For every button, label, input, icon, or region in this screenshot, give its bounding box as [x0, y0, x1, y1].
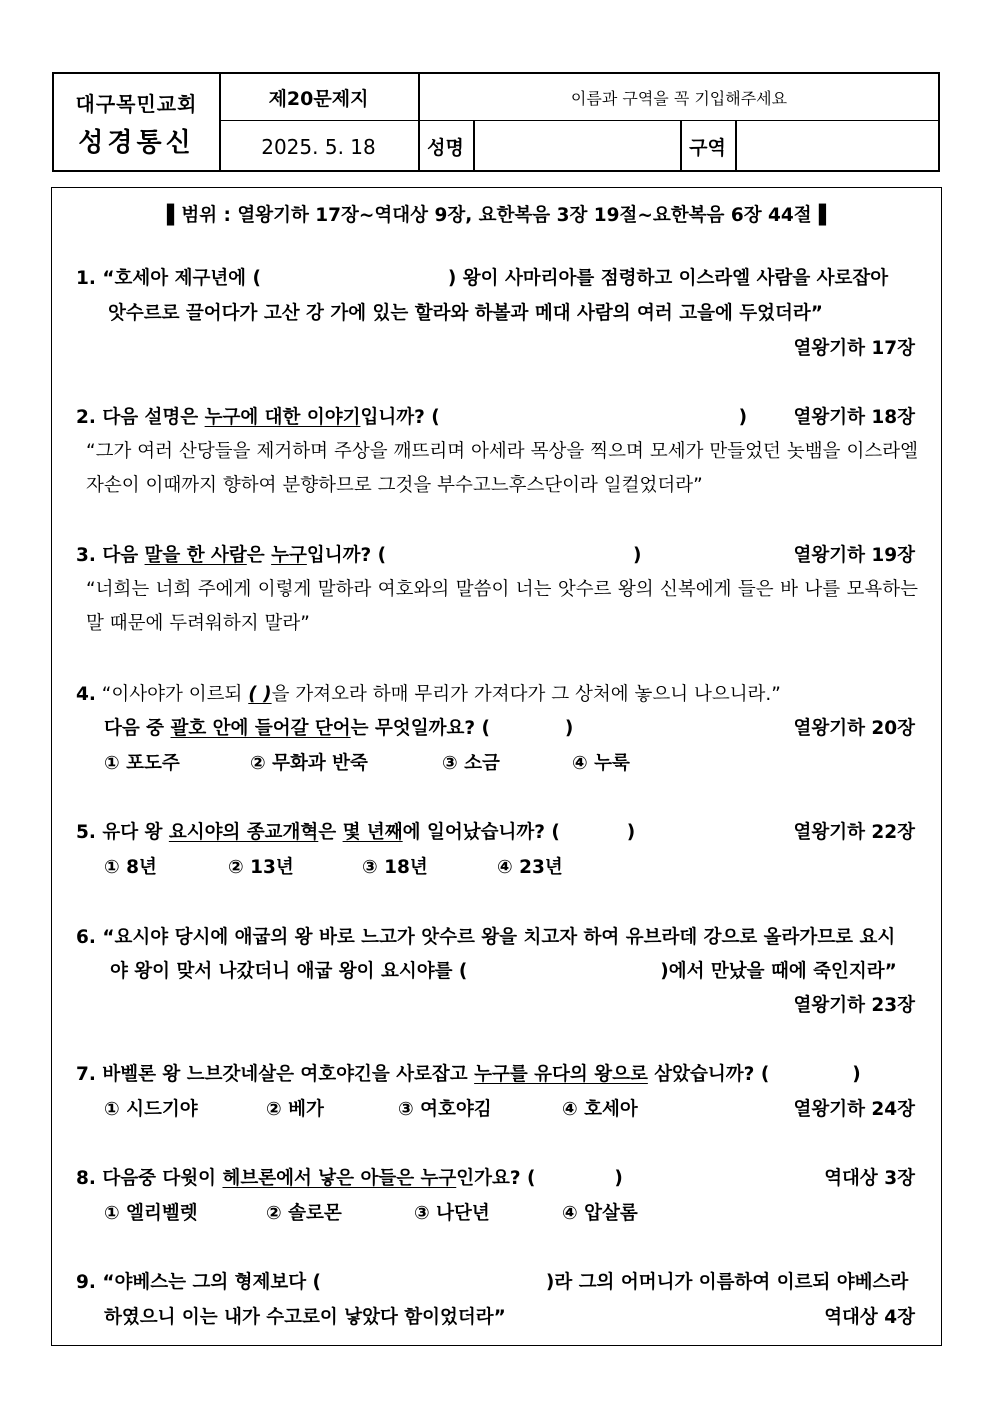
question-5-reference: 열왕기하 22장 [793, 822, 915, 843]
question-2-reference: 열왕기하 18장 [793, 407, 915, 428]
header-table [52, 72, 940, 172]
question-9-line-2: 하였으니 이는 내가 수고로이 낳았다 함이었더라” [104, 1307, 506, 1328]
question-9-line-1: 9. “야베스는 그의 형제보다 ( )라 그의 어머니가 이름하여 이르되 야베스라 [76, 1272, 909, 1293]
district-label: 구역 [689, 137, 726, 159]
question-4-option-2[interactable]: ② 무화과 반죽 [250, 753, 368, 774]
question-1-line-2: 앗수르로 끌어다가 고산 강 가에 있는 할라와 하볼과 메대 사람의 여러 고을에 두었더라” [108, 303, 823, 324]
question-1-line-1: 1. “호세아 제구년에 ( ) 왕이 사마리아를 점령하고 이스라엘 사람을 사로잡아 [76, 268, 889, 289]
question-6-line-1: 6. “요시야 당시에 애굽의 왕 바로 느고가 앗수르 왕을 치고자 하여 유브라데 강으로 올라가므로 요시 [76, 927, 896, 948]
question-4-option-4[interactable]: ④ 누룩 [572, 753, 630, 774]
question-5-option-3[interactable]: ③ 18년 [362, 857, 428, 878]
question-4-reference: 열왕기하 20장 [793, 718, 915, 739]
question-7-option-2[interactable]: ② 베가 [266, 1099, 324, 1120]
question-3-quote: “너희는 너희 주에게 이렇게 말하라 여호와의 말씀이 너는 앗수르 왕의 신복에게 들은 바 나를 모욕하는 말 때문에 두려워하지 말라” [86, 579, 918, 634]
issue-date: 2025. 5. 18 [261, 134, 376, 159]
question-2-line: 2. 다음 설명은 누구에 대한 이야기입니까? ( ) [76, 407, 748, 428]
question-5-line: 5. 유다 왕 요시야의 종교개혁은 몇 년째에 일어났습니까? ( ) [76, 822, 636, 843]
question-box [51, 187, 942, 1346]
question-7-reference: 열왕기하 24장 [793, 1099, 915, 1120]
church-name: 대구목민교회 [75, 91, 198, 116]
question-7-option-4[interactable]: ④ 호세아 [562, 1099, 638, 1120]
question-9-reference: 역대상 4장 [824, 1307, 915, 1328]
question-4-option-3[interactable]: ③ 소금 [442, 753, 500, 774]
question-8-option-4[interactable]: ④ 압살롬 [562, 1203, 638, 1224]
question-5-option-4[interactable]: ④ 23년 [497, 857, 563, 878]
question-5-option-2[interactable]: ② 13년 [228, 857, 294, 878]
question-5-option-1[interactable]: ① 8년 [104, 857, 157, 878]
question-6-line-2: 야 왕이 맞서 나갔더니 애굽 왕이 요시야를 ( )에서 만났을 때에 죽인지라” [110, 961, 897, 982]
issue-number: 제20문제지 [268, 87, 369, 110]
question-6-reference: 열왕기하 23장 [793, 995, 915, 1016]
question-1-reference: 열왕기하 17장 [793, 338, 915, 359]
question-4-option-1[interactable]: ① 포도주 [104, 753, 180, 774]
district-field[interactable] [737, 121, 940, 172]
question-8-option-2[interactable]: ② 솔로몬 [266, 1203, 342, 1224]
name-field[interactable] [475, 121, 680, 172]
question-8-option-1[interactable]: ① 엘리벨렛 [104, 1203, 198, 1224]
instruction-note: 이름과 구역을 꼭 기입해주세요 [570, 88, 788, 108]
name-label: 성명 [427, 137, 464, 159]
question-7-line: 7. 바벨론 왕 느브갓네살은 여호야긴을 사로잡고 누구를 유다의 왕으로 삼았습니까? ( ) [76, 1064, 861, 1085]
question-2-quote: “그가 여러 산당들을 제거하며 주상을 깨뜨리며 아세라 목상을 찍으며 모세가 만들었던 놋뱀을 이스라엘 자손이 이때까지 향하여 분향하므로 그것을 부수고느후스단이라 일컬었더라” [86, 441, 918, 496]
question-8-line: 8. 다음중 다윗이 헤브론에서 낳은 아들은 누구인가요? ( ) [76, 1168, 623, 1189]
question-7-option-3[interactable]: ③ 여호야김 [398, 1099, 492, 1120]
question-3-line: 3. 다음 말을 한 사람은 누구입니까? ( ) [76, 545, 642, 566]
question-4-line-2: 다음 중 괄호 안에 들어갈 단어는 무엇일까요? ( ) [104, 718, 574, 739]
question-4-line-1: 4. “이사야가 이르되 ( )을 가져오라 하매 무리가 가져다가 그 상처에 놓으니 나으니라.” [76, 684, 781, 705]
question-8-option-3[interactable]: ③ 나단년 [414, 1203, 490, 1224]
question-8-reference: 역대상 3장 [824, 1168, 915, 1189]
question-3-reference: 열왕기하 19장 [793, 545, 915, 566]
question-7-option-1[interactable]: ① 시드기야 [104, 1099, 198, 1120]
newsletter-title: 성경통신 [78, 127, 195, 158]
range-line: ▌범위 : 열왕기하 17장~역대상 9장, 요한복음 3장 19절~요한복음 6장 44절▐ [167, 205, 826, 226]
